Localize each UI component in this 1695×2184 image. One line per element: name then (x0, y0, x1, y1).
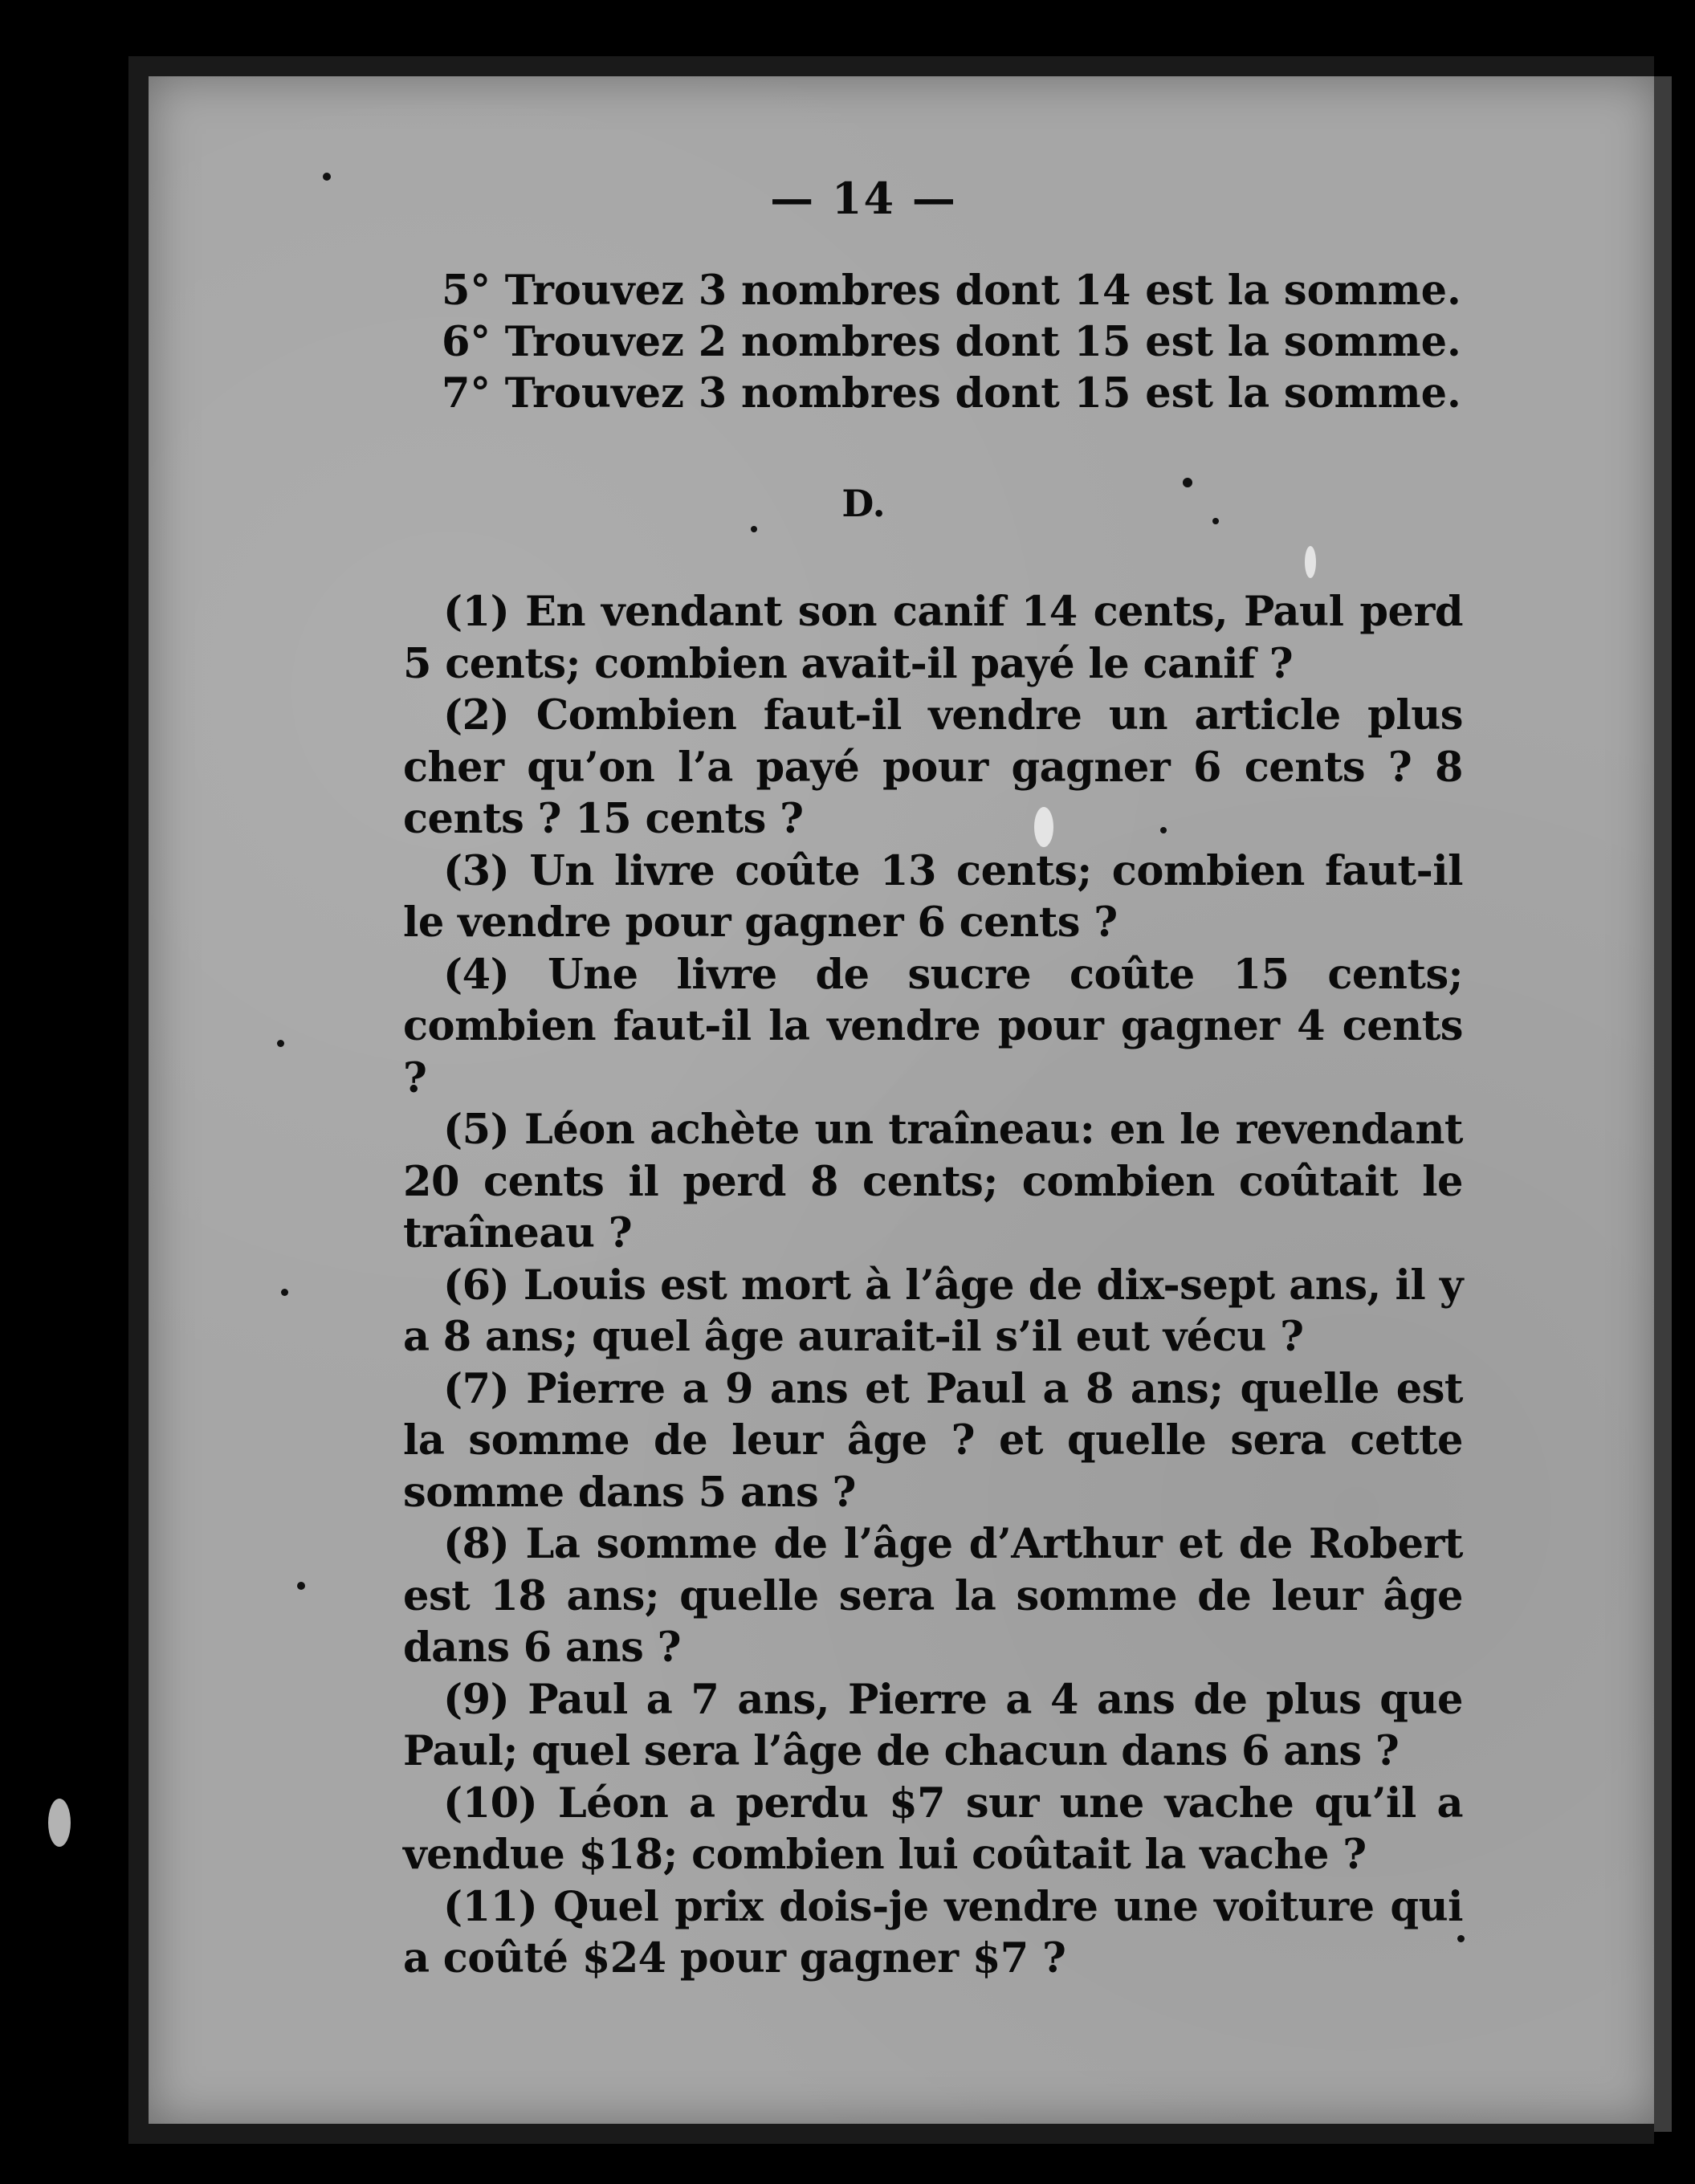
problem-item: (5) Léon achète un traîneau: en le revendant 20 cents il perd 8 cents; combien coûtait le traîneau ? (403, 1106, 1463, 1257)
section-heading: D. (841, 482, 886, 525)
problem-item: (6) Louis est mort à l’âge de dix-sept ans, il y a 8 ans; quel âge aurait-il s’il eut vécu ? (403, 1261, 1463, 1361)
ink-speck (277, 1040, 284, 1047)
problem-item: (11) Quel prix dois-je vendre une voiture qui a coûté $24 pour gagner $7 ? (403, 1882, 1463, 1982)
page-number: — 14 — (770, 173, 957, 224)
problem-item: (2) Combien faut-il vendre un article plus cher qu’on l’a payé pour gagner 6 cents ? 8 cents ? 15 cents ? (403, 691, 1463, 843)
problem-item: (1) En vendant son canif 14 cents, Paul perd 5 cents; combien avait-il payé le canif ? (403, 588, 1463, 688)
exercise-item: 6° Trouvez 2 nombres dont 15 est la somme. (442, 318, 1461, 366)
page-edge (1654, 76, 1672, 2132)
problem-item: (3) Un livre coûte 13 cents; combien faut-il le vendre pour gagner 6 cents ? (403, 846, 1463, 947)
ink-speck (1160, 827, 1167, 833)
problem-list (403, 586, 1463, 1985)
problem-item: (10) Léon a perdu $7 sur une vache qu’il a vendue $18; combien lui coûtait la vache ? (403, 1779, 1463, 1879)
exercise-item: 5° Trouvez 3 nombres dont 14 est la somme. (442, 267, 1461, 315)
ink-speck (281, 1289, 288, 1296)
paper-scratch (1305, 546, 1316, 578)
ink-speck (751, 526, 757, 532)
ink-speck (323, 173, 331, 181)
problem-item: (7) Pierre a 9 ans et Paul a 8 ans; quelle est la somme de leur âge ? et quelle sera cette somme dans 5 ans ? (403, 1364, 1463, 1517)
ink-speck (1212, 518, 1219, 524)
paper-scratch (48, 1799, 71, 1847)
exercise-item: 7° Trouvez 3 nombres dont 15 est la somme. (442, 369, 1461, 418)
paper-scratch (1034, 807, 1053, 847)
ink-speck (297, 1582, 305, 1590)
ink-speck (1457, 1935, 1465, 1942)
problem-item: (8) La somme de l’âge d’Arthur et de Robert est 18 ans; quelle sera la somme de leur âge dans 6 ans ? (403, 1520, 1463, 1672)
exercise-list (442, 265, 1461, 419)
problem-item: (9) Paul a 7 ans, Pierre a 4 ans de plus que Paul; quel sera l’âge de chacun dans 6 ans ? (403, 1675, 1463, 1775)
problem-item: (4) Une livre de sucre coûte 15 cents; combien faut-il la vendre pour gagner 4 cents ? (403, 950, 1463, 1102)
ink-speck (1183, 478, 1192, 487)
